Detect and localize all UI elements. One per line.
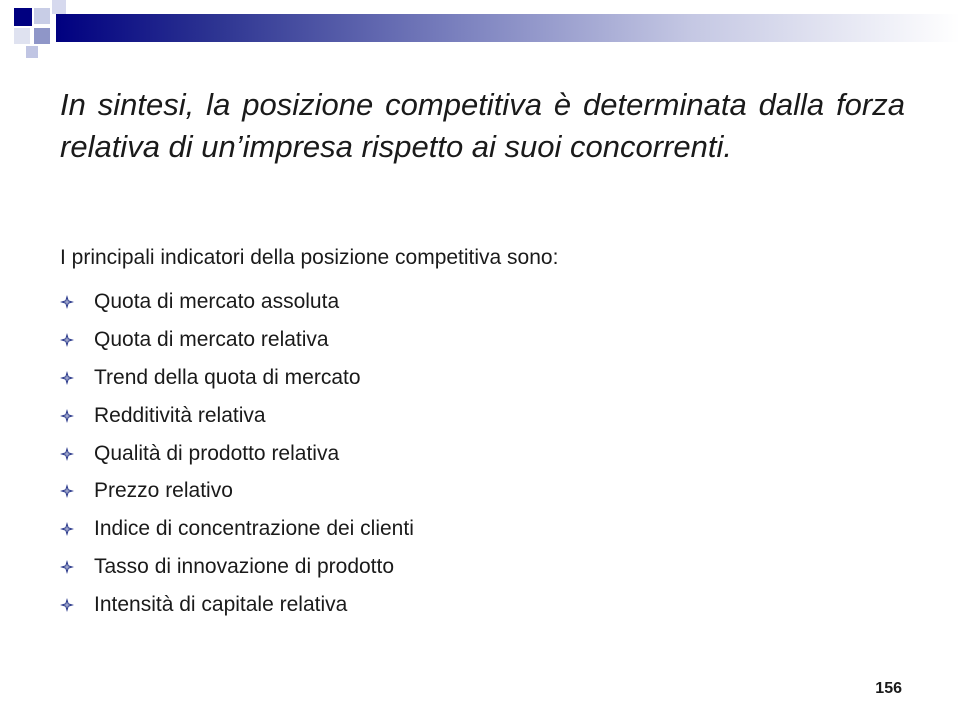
list-item-label: Quota di mercato relativa: [94, 327, 329, 351]
list-item: [60, 397, 414, 435]
list-item-label: Trend della quota di mercato: [94, 365, 361, 389]
diamond-star-icon: [60, 560, 74, 574]
list-item: [60, 283, 414, 321]
list-item-label: Intensità di capitale relativa: [94, 593, 348, 617]
header-square-medium: [34, 28, 50, 44]
diamond-star-icon: [60, 447, 74, 461]
intro-paragraph: In sintesi, la posizione competitiva è determinata dalla forza relativa di un’impresa rispetto ai suoi concorrenti.: [60, 87, 905, 164]
list-item-label: Qualità di prodotto relativa: [94, 441, 340, 465]
list-item-label: Redditività relativa: [94, 403, 266, 427]
diamond-star-icon: [60, 522, 74, 536]
header-square-tiny: [26, 46, 38, 58]
header-square-pale: [14, 28, 30, 44]
list-item: [60, 472, 414, 510]
list-item-label: Quota di mercato assoluta: [94, 289, 340, 313]
indicator-list: [60, 283, 414, 624]
header-square-small: [52, 0, 66, 14]
list-item: [60, 510, 414, 548]
diamond-star-icon: [60, 598, 74, 612]
header-square-light: [34, 8, 50, 24]
diamond-star-icon: [60, 409, 74, 423]
diamond-star-icon: [60, 333, 74, 347]
list-item: [60, 359, 414, 397]
lead-text: I principali indicatori della posizione competitiva sono:: [60, 246, 559, 269]
page-number: 156: [875, 680, 902, 697]
diamond-star-icon: [60, 295, 74, 309]
list-item-label: Indice di concentrazione dei clienti: [94, 517, 414, 541]
list-item: [60, 321, 414, 359]
header-gradient-bar: [56, 14, 960, 42]
header-square-dark: [14, 8, 32, 26]
list-item-label: Tasso di innovazione di prodotto: [94, 555, 395, 579]
list-item: [60, 548, 414, 586]
list-item: [60, 586, 414, 624]
diamond-star-icon: [60, 484, 74, 498]
diamond-star-icon: [60, 371, 74, 385]
list-item: [60, 435, 414, 473]
list-item-label: Prezzo relativo: [94, 479, 233, 503]
